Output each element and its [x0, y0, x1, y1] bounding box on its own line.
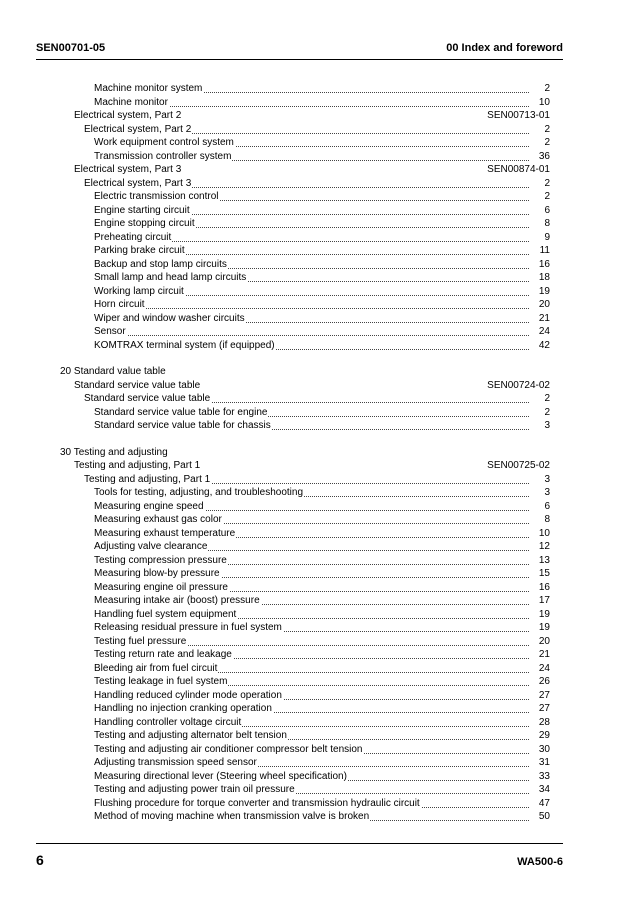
toc-page-number: 12: [538, 541, 550, 552]
toc-entry: [0, 339, 638, 353]
toc-entry: [0, 473, 638, 487]
toc-entry-title: Electrical system, Part 2: [84, 123, 192, 135]
toc-entry: [0, 554, 638, 568]
toc-entry-title: Measuring exhaust temperature: [94, 527, 236, 539]
toc-section: [0, 446, 638, 460]
toc-entry: [0, 716, 638, 730]
toc-page-number: 16: [538, 258, 550, 270]
toc-entry-title: Bleeding air from fuel circuit: [94, 662, 218, 674]
toc-entry-title: KOMTRAX terminal system (if equipped): [94, 339, 275, 351]
toc-entry: [0, 204, 638, 218]
toc-page-number: 2: [544, 191, 550, 202]
toc-entry-title: Method of moving machine when transmission valve is broken: [94, 811, 370, 822]
toc-entry-title: Testing return rate and leakage: [94, 649, 232, 660]
toc-entry-title: Electrical system, Part 3: [74, 164, 182, 175]
toc-entry-title: Transmission controller system: [94, 150, 232, 162]
toc-entry-title: Handling no injection cranking operation: [94, 703, 272, 714]
toc-page-number: 3: [544, 473, 550, 485]
toc-entry: [0, 621, 638, 635]
toc-page-number: 2: [544, 137, 550, 148]
toc-entry: [0, 231, 638, 245]
toc-page-number: 28: [538, 716, 550, 728]
toc-entry-title: Testing and adjusting, Part 1: [74, 460, 201, 471]
toc-page-number: 11: [539, 245, 550, 256]
toc-entry-title: Measuring engine speed: [94, 500, 204, 512]
page-header: [36, 42, 563, 58]
toc-entry-title: Testing leakage in fuel system: [94, 676, 228, 687]
toc-doc-code: SEN00724-02: [487, 379, 550, 391]
toc-entry: [0, 608, 638, 622]
toc-entry-title: Preheating circuit: [94, 231, 172, 243]
toc-entry-title: Tools for testing, adjusting, and troubleshooting: [94, 487, 304, 498]
toc-entry-title: Electrical system, Part 2: [74, 110, 182, 121]
toc-entry-title: Standard service value table for engine: [94, 406, 268, 418]
toc-entry: [0, 810, 638, 824]
toc-entry: [0, 594, 638, 608]
toc-entry: [0, 190, 638, 204]
toc-entry-title: Handling reduced cylinder mode operation: [94, 689, 282, 701]
toc-part: [0, 379, 638, 393]
toc-page-number: 10: [538, 96, 550, 108]
toc-part: [0, 459, 638, 473]
toc-entry-title: Engine starting circuit: [94, 204, 190, 216]
toc-entry: [0, 258, 638, 272]
toc-entry: [0, 177, 638, 191]
toc-entry: [0, 312, 638, 326]
toc-page-number: 26: [538, 676, 550, 687]
toc-section: [0, 365, 638, 379]
toc-entry-title: Wiper and window washer circuits: [94, 312, 245, 324]
toc-entry: [0, 298, 638, 312]
toc-entry-title: Handling controller voltage circuit: [94, 716, 242, 728]
toc-entry: [0, 567, 638, 581]
toc-entry-title: Handling fuel system equipment: [94, 608, 237, 620]
toc-entry: [0, 783, 638, 797]
toc-page-number: 42: [538, 339, 550, 351]
toc-entry-title: Machine monitor system: [94, 83, 203, 94]
toc-entry-title: Horn circuit: [94, 299, 145, 310]
toc-page-number: 20: [538, 299, 550, 310]
toc-doc-code: SEN00713-01: [487, 110, 550, 121]
toc-entry-title: Testing fuel pressure: [94, 635, 187, 647]
toc-entry: [0, 513, 638, 527]
header-rule: [36, 59, 563, 60]
toc-page-number: 24: [538, 662, 550, 674]
toc-entry: [0, 648, 638, 662]
toc-entry-title: Flushing procedure for torque converter and transmission hydraulic circuit: [94, 797, 420, 809]
toc-entry: [0, 797, 638, 811]
toc-entry-title: Measuring engine oil pressure: [94, 581, 228, 593]
toc-entry: [0, 82, 638, 96]
toc-page-number: 8: [544, 514, 550, 525]
toc-entry-title: Small lamp and head lamp circuits: [94, 272, 247, 283]
toc-entry: [0, 500, 638, 514]
toc-page-number: 21: [538, 312, 550, 324]
toc-entry: [0, 743, 638, 757]
toc-entry-title: 30 Testing and adjusting: [60, 446, 168, 458]
toc-entry: [0, 662, 638, 676]
toc-entry: [0, 325, 638, 339]
toc-page-number: 10: [538, 527, 550, 539]
toc-entry-title: Testing and adjusting alternator belt tension: [94, 730, 287, 741]
toc-entry: [0, 406, 638, 420]
toc-entry: [0, 770, 638, 784]
toc-entry: [0, 285, 638, 299]
toc-entry-title: Testing and adjusting air conditioner compressor belt tension: [94, 743, 363, 755]
toc-entry-title: Standard service value table: [84, 393, 211, 404]
toc-page-number: 27: [538, 689, 550, 701]
toc-entry-title: Measuring intake air (boost) pressure: [94, 595, 260, 606]
toc-page-number: 17: [538, 595, 550, 606]
toc-page-number: 2: [544, 393, 550, 404]
toc-page-number: 29: [538, 730, 550, 741]
toc-page-number: 47: [538, 797, 550, 809]
toc-page-number: 2: [544, 123, 550, 135]
toc-entry: [0, 702, 638, 716]
toc-entry: [0, 635, 638, 649]
toc-page-number: 24: [538, 326, 550, 337]
toc-entry: [0, 136, 638, 150]
toc-entry-title: Electrical system, Part 3: [84, 177, 192, 189]
toc-entry-title: Electric transmission control: [94, 191, 219, 202]
toc-entry-title: Work equipment control system: [94, 137, 234, 148]
model-name: WA500-6: [517, 856, 563, 868]
toc-entry-title: Standard service value table: [74, 379, 201, 391]
toc-page-number: 9: [544, 231, 550, 243]
toc-entry: [0, 540, 638, 554]
toc-entry: [0, 244, 638, 258]
section-title: 00 Index and foreword: [446, 42, 563, 54]
toc-page-number: 19: [538, 285, 550, 297]
toc-page-number: 8: [544, 218, 550, 229]
toc-entry: [0, 96, 638, 110]
toc-page-number: 33: [538, 770, 550, 782]
toc-entry-title: Adjusting transmission speed sensor: [94, 757, 257, 768]
toc-page-number: 2: [544, 83, 550, 94]
toc-page-number: 2: [544, 177, 550, 189]
toc-doc-code: SEN00725-02: [487, 460, 550, 471]
toc-entry-title: Measuring blow-by pressure: [94, 568, 220, 579]
toc-page-number: 20: [538, 635, 550, 647]
toc-entry-title: Releasing residual pressure in fuel system: [94, 622, 282, 633]
toc-entry-title: 20 Standard value table: [60, 366, 166, 377]
toc-page-number: 21: [538, 649, 550, 660]
toc-entry-title: Backup and stop lamp circuits: [94, 258, 227, 270]
toc-entry: [0, 217, 638, 231]
toc-entry: [0, 123, 638, 137]
toc-page-number: 50: [538, 811, 550, 822]
toc-page-number: 13: [538, 554, 550, 566]
toc-page-number: 3: [544, 420, 550, 431]
toc-doc-code: SEN00874-01: [487, 164, 550, 175]
toc-entry: [0, 392, 638, 406]
toc-page-number: 18: [538, 272, 550, 283]
toc-entry-title: Parking brake circuit: [94, 245, 185, 256]
toc-entry: [0, 150, 638, 164]
toc-entry: [0, 419, 638, 433]
dot-leader: [94, 307, 529, 309]
toc-page-number: 31: [538, 757, 550, 768]
toc-page-number: 34: [538, 784, 550, 795]
dot-leader: [94, 334, 529, 336]
toc-page-number: 19: [538, 622, 550, 633]
footer-rule: [36, 843, 563, 844]
toc-entry-title: Machine monitor: [94, 96, 168, 108]
toc-page-number: 6: [544, 204, 550, 216]
toc-entry: [0, 581, 638, 595]
toc-entry: [0, 689, 638, 703]
toc-page-number: 19: [538, 608, 550, 620]
toc-part: [0, 163, 638, 177]
page-number: 6: [36, 852, 44, 868]
document-code: SEN00701-05: [36, 42, 106, 54]
toc-part: [0, 109, 638, 123]
toc-entry: [0, 729, 638, 743]
toc-entry: [0, 675, 638, 689]
toc-entry-title: Testing and adjusting power train oil pressure: [94, 784, 295, 795]
toc-entry: [0, 527, 638, 541]
toc-entry-title: Testing compression pressure: [94, 554, 227, 566]
toc-entry-title: Testing and adjusting, Part 1: [84, 473, 211, 485]
toc-page-number: 30: [538, 743, 550, 755]
toc-page-number: 16: [538, 581, 550, 593]
toc-entry-title: Engine stopping circuit: [94, 218, 195, 229]
toc-page-number: 2: [544, 406, 550, 418]
toc-page-number: 15: [538, 568, 550, 579]
toc-page-number: 36: [538, 150, 550, 162]
table-of-contents: [0, 82, 638, 824]
toc-page-number: 6: [544, 500, 550, 512]
toc-page-number: 3: [544, 487, 550, 498]
toc-entry-title: Adjusting valve clearance: [94, 541, 208, 552]
toc-entry: [0, 271, 638, 285]
toc-entry-title: Working lamp circuit: [94, 285, 184, 297]
toc-entry-title: Measuring exhaust gas color: [94, 514, 222, 525]
toc-page-number: 27: [538, 703, 550, 714]
toc-entry: [0, 486, 638, 500]
toc-entry-title: Standard service value table for chassis: [94, 420, 271, 431]
toc-entry: [0, 756, 638, 770]
toc-entry-title: Measuring directional lever (Steering wheel specification): [94, 770, 347, 782]
toc-entry-title: Sensor: [94, 326, 126, 337]
